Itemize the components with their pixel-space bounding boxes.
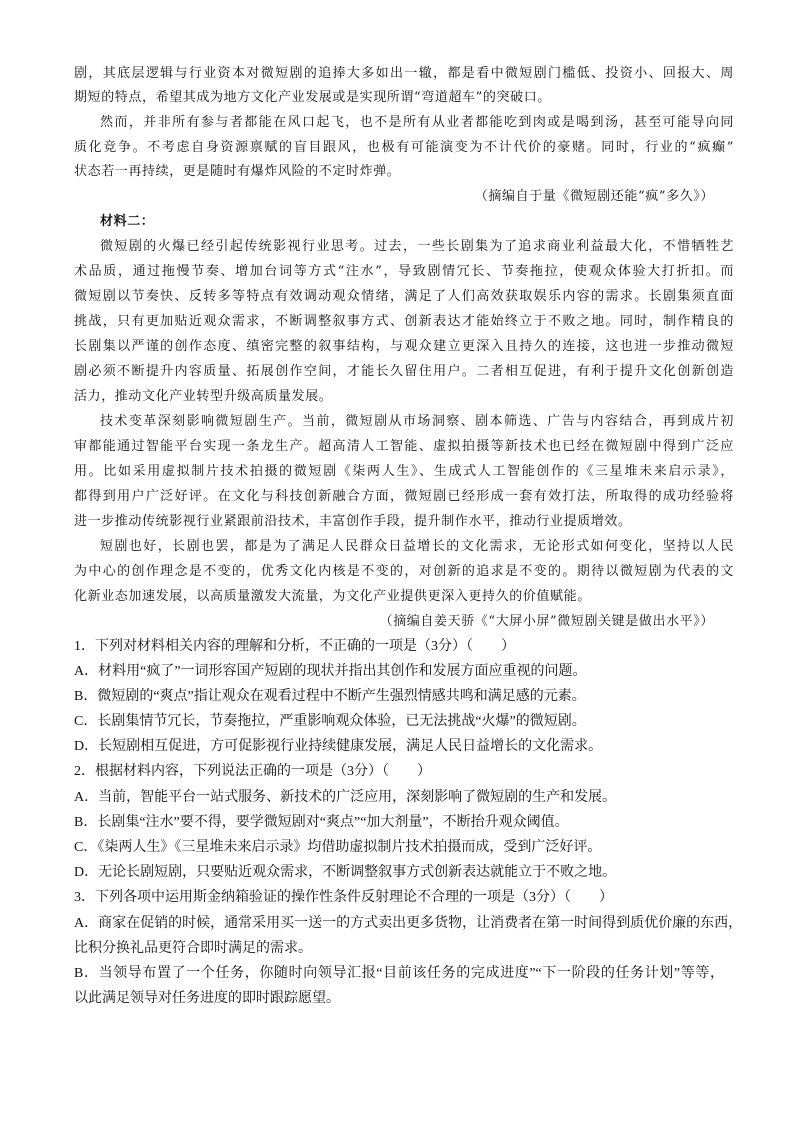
source-citation: （摘编自于量《微短剧还能“疯”多久》）: [474, 189, 714, 204]
question-stem: 1．下列对材料相关内容的理解和分析，不正确的一项是（3分）（ ）: [74, 639, 515, 654]
answer-option: D．无论长剧短剧，只要贴近观众需求，不断调整叙事方式创新表达就能立于不败之地。: [74, 865, 617, 880]
answer-option: A．商家在促销的时候，通常采用买一送一的方式卖出更多货物，让消费者在第一时间得到质优价廉的东西，: [74, 916, 743, 931]
answer-option: B．长剧集“注水”要不得，要学微短剧对“爽点”“加大剂量”，不断抬升观众阈值。: [74, 815, 569, 830]
paragraph-line: 化新业态加速发展，以高质量激发大流量，为文化产业提供更深入更持久的价值赋能。: [74, 589, 591, 604]
paragraph-line: 活力，推动文化产业转型升级高质量发展。: [74, 389, 333, 404]
answer-option: B．微短剧的“爽点”指让观众在观看过程中不断产生强烈情感共鸣和满足感的元素。: [74, 689, 586, 704]
paragraph-line: 状态若一再持续，更是随时有爆炸风险的不定时炸弹。: [74, 164, 401, 179]
paragraph-line: 进一步推动传统影视行业紧跟前沿技术，丰富创作手段，提升制作水平，推动行业提质增效。: [74, 514, 632, 529]
paragraph-line: 都得到用户广泛好评。在文化与科技创新融合方面，微短剧已经形成一套有效打法，所取得的成功经验将: [74, 489, 734, 504]
paragraph-line: 用。比如采用虚拟制片技术拍摄的微短剧《柒两人生》、生成式人工智能创作的《三星堆未来启示录》，: [74, 464, 734, 479]
material-heading: 材料二：: [100, 214, 155, 229]
answer-option: B．当领导布置了一个任务，你随时向领导汇报“目前该任务的完成进度”“下一阶段的任务计划”等等，: [74, 966, 724, 981]
paragraph-line: 长剧集以严谨的创作态度、缜密完整的叙事结构，与观众建立更深入且持久的连接，这也进一步推动微短: [74, 339, 734, 354]
answer-option: C．长剧集情节冗长，节奏拖拉，严重影响观众体验，已无法挑战“火爆”的微短剧。: [74, 714, 586, 729]
answer-option: A．当前，智能平台一站式服务、新技术的广泛应用，深刻影响了微短剧的生产和发展。: [74, 790, 617, 805]
question-stem: 2．根据材料内容，下列说法正确的一项是（3分）（ ）: [74, 764, 431, 779]
paragraph-line: 为中心的创作理念是不变的，优秀文化内核是不变的，对创新的追求是不变的。期待以微短剧为代表的文: [74, 564, 734, 579]
answer-option-continuation: 比积分换礼品更符合即时满足的需求。: [74, 941, 312, 956]
paragraph-line: 微短剧以节奏快、反转多等特点有效调动观众情绪，满足了人们高效获取娱乐内容的需求。长剧集须直面: [74, 289, 734, 304]
answer-option: D．长短剧相互促进，方可促影视行业持续健康发展，满足人民日益增长的文化需求。: [74, 739, 603, 754]
paragraph-line: 微短剧的火爆已经引起传统影视行业思考。过去，一些长剧集为了追求商业利益最大化，不惜牺牲艺: [100, 239, 734, 254]
paragraph-line: 挑战，只有更加贴近观众需求，不断调整叙事方式、创新表达才能始终立于不败之地。同时，制作精良的: [74, 314, 734, 329]
paragraph-line: 短剧也好，长剧也罢，都是为了满足人民群众日益增长的文化需求，无论形式如何变化，坚持以人民: [100, 539, 734, 554]
answer-option: C．《柒两人生》《三星堆未来启示录》均借助虚拟制片技术拍摄而成，受到广泛好评。: [74, 840, 602, 855]
paragraph-line: 剧必须不断提升内容质量、拓展创作空间，才能长久留住用户。二者相互促进，有利于提升文化创新创造: [74, 364, 734, 379]
paragraph-line: 剧，其底层逻辑与行业资本对微短剧的追捧大多如出一辙，都是看中微短剧门槛低、投资小、回报大、周: [74, 66, 734, 81]
paragraph-line: 质化竞争。不考虑自身资源禀赋的盲目跟风，也极有可能演变为不计代价的豪赌。同时，行业的“疯癫”: [74, 140, 734, 155]
source-citation: （摘编自姜天骄《“大屏小屏”微短剧关键是做出水平》）: [379, 614, 714, 629]
paragraph-line: 术品质，通过拖慢节奏、增加台词等方式“注水”，导致剧情冗长、节奏拖拉，使观众体验大打折扣。而: [74, 264, 734, 279]
paragraph-line: 审都能通过智能平台实现一条龙生产。超高清人工智能、虚拟拍摄等新技术也已经在微短剧中得到广泛应: [74, 439, 734, 454]
paragraph-line: 然而，并非所有参与者都能在风口起飞，也不是所有从业者都能吃到肉或是喝到汤，甚至可能导向同: [100, 115, 734, 130]
question-stem: 3．下列各项中运用斯金纳箱验证的操作性条件反射理论不合理的一项是（3分）（ ）: [74, 890, 613, 905]
answer-option: A．材料用“疯了”一词形容国产短剧的现状并指出其创作和发展方面应重视的问题。: [74, 664, 587, 679]
paragraph-line: 技术变革深刻影响微短剧生产。当前，微短剧从市场洞察、剧本筛选、广告与内容结合，再到成片初: [100, 414, 734, 429]
paragraph-line: 期短的特点，希望其成为地方文化产业发展或是实现所谓“弯道超车”的突破口。: [74, 90, 551, 105]
answer-option-continuation: 以此满足领导对任务进度的即时跟踪愿望。: [74, 991, 340, 1006]
